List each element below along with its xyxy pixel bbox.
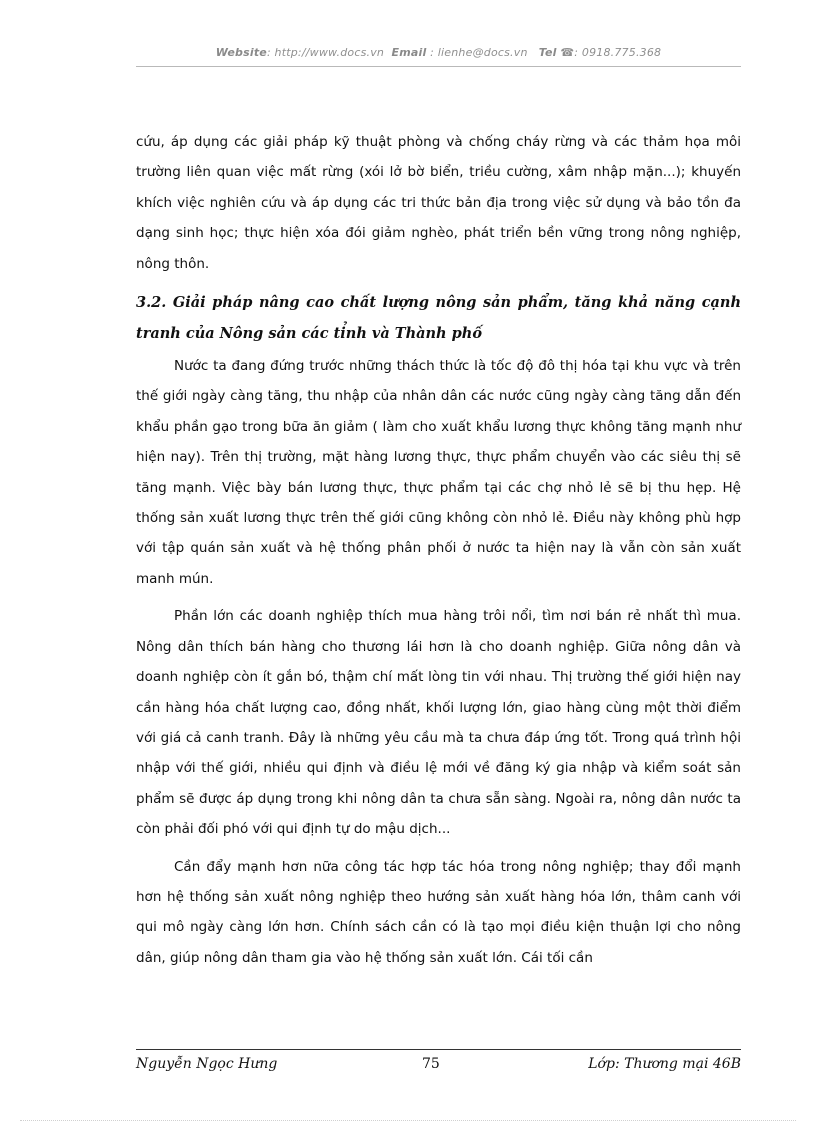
website-label: Website [215,46,267,59]
footer-divider [136,1049,741,1050]
tel-value: : 0918.775.368 [574,46,662,59]
page-footer [136,1056,741,1078]
paragraph-3: Phần lớn các doanh nghiệp thích mua hàng trôi nổi, tìm nơi bán rẻ nhất thì mua. Nông dân thích bán hàng cho thương lái hơn là cho doanh nghiệp. Giữa nông dân và doanh nghiệp còn ít gắn bó, thậm chí mất lòng tin với nhau. Thị trường thế giới hiện nay cần hàng hóa chất lượng cao, đồng nhất, khối lượng lớn, giao hàng cùng một thời điểm với giá cả canh tranh. Đây là những yêu cầu mà ta chưa đáp ứng tốt. Trong quá trình hội nhập với thế giới, nhiều qui định và điều lệ mới về đăng ký gia nhập và kiểm soát sản phẩm sẽ được áp dụng trong khi nông dân ta chưa sẵn sàng. Ngoài ra, nông dân nước ta còn phải đối phó với qui định tự do mậu dịch... [136,608,741,838]
email-label: Email [391,46,427,59]
page-edge-divider [20,1120,796,1121]
email-value: : lienhe@docs.vn [430,46,528,59]
page-header [136,46,741,59]
footer-author: Nguyễn Ngọc Hưng [136,1056,278,1072]
page-number: 75 [422,1056,440,1072]
footer-class: Lớp: Thương mại 46B [588,1056,741,1072]
website-value: : http://www.docs.vn [266,46,385,59]
paragraph-1: cứu, áp dụng các giải pháp kỹ thuật phòng và chống cháy rừng và các thảm họa môi trường liên quan việc mất rừng (xói lở bờ biển, triều cường, xâm nhập mặn...); khuyến khích việc nghiên cứu và áp dụng các tri thức bản địa trong việc sử dụng và bảo tồn đa dạng sinh học; thực hiện xóa đói giảm nghèo, phát triển bền vững trong nông nghiệp, nông thôn. [136,134,741,272]
phone-icon: ☎ [560,46,575,59]
section-heading: 3.2. Giải pháp nâng cao chất lượng nông sản phẩm, tăng khả năng cạnh tranh của Nông sản các tỉnh và Thành phố [136,294,741,343]
tel-label: Tel [538,46,557,59]
header-divider [136,66,741,67]
document-body [136,127,741,973]
paragraph-2: Nước ta đang đứng trước những thách thức là tốc độ đô thị hóa tại khu vực và trên thế giới ngày càng tăng, thu nhập của nhân dân các nước cũng ngày càng tăng dẫn đến khẩu phần gạo trong bữa ăn giảm ( làm cho xuất khẩu lương thực không tăng mạnh như hiện nay). Trên thị trường, mặt hàng lương thực, thực phẩm chuyển vào các siêu thị sẽ tăng mạnh. Việc bày bán lương thực, thực phẩm tại các chợ nhỏ lẻ sẽ bị thu hẹp. Hệ thống sản xuất lương thực trên thế giới cũng không còn nhỏ lẻ. Điều này không phù hợp với tập quán sản xuất và hệ thống phân phối ở nước ta hiện nay là vẫn còn sản xuất manh mún. [136,358,741,587]
paragraph-4: Cần đẩy mạnh hơn nữa công tác hợp tác hóa trong nông nghiệp; thay đổi mạnh hơn hệ thống sản xuất nông nghiệp theo hướng sản xuất hàng hóa lớn, thâm canh với qui mô ngày càng lớn hơn. Chính sách cần có là tạo mọi điều kiện thuận lợi cho nông dân, giúp nông dân tham gia vào hệ thống sản xuất lớn. Cái tối cần [136,858,741,966]
